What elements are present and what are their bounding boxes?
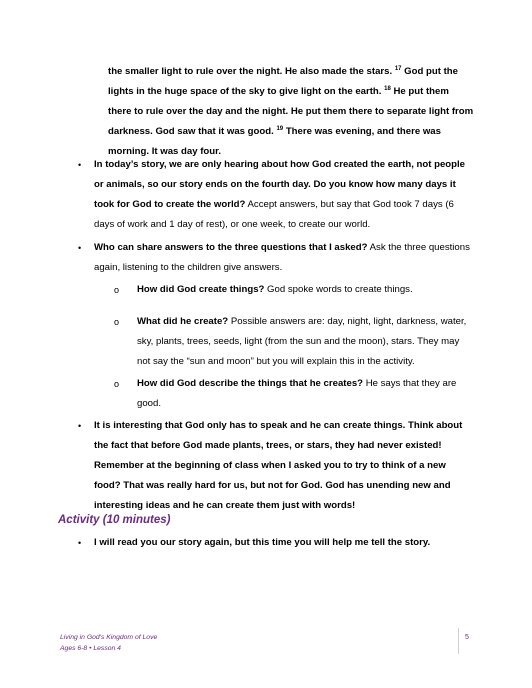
bullet-bold-text: I will read you our story again, but this time you will help me tell the story. (94, 537, 431, 548)
bullet-item-read-story (94, 533, 474, 553)
page-number: 5 (465, 634, 469, 641)
verse-number-18: 18 (384, 86, 391, 92)
sub-item-describe (137, 374, 474, 414)
sub-normal-text: God spoke words to create things. (264, 284, 413, 295)
bullet-normal-text: Accept answers, but say that God took 7 days (6 days of work and 1 day of rest), or one week, to create our world. (94, 199, 454, 230)
sub-bullet-marker: o (114, 285, 120, 295)
bullet-marker: • (78, 160, 82, 170)
quote-text-4: There was evening, and there was morning. It was day four. (108, 126, 441, 157)
sub-bold-text: What did he create? (137, 316, 229, 327)
activity-heading: Activity (10 minutes) (58, 514, 171, 526)
sub-bold-text: How did God describe the things that he creates? (137, 378, 364, 389)
verse-number-17: 17 (394, 66, 402, 72)
footer-title: Living in God's Kingdom of Love (60, 634, 158, 641)
sub-bullet-marker: o (114, 379, 120, 389)
sub-normal-text: He says that they are good. (137, 378, 457, 409)
bullet-item-god-speaks (94, 416, 474, 516)
sub-bold-text: How did God create things? (137, 284, 265, 295)
sub-item-how-create (137, 280, 474, 300)
verse-number-19: 19 (276, 126, 284, 132)
sub-item-what-create (137, 312, 474, 372)
bullet-item-three-questions (94, 238, 474, 278)
sub-bullet-marker: o (114, 317, 120, 327)
bullet-marker: • (78, 421, 82, 431)
bullet-item-days-of-creation (94, 155, 474, 235)
quote-text-3: He put them there to rule over the day and the night. He put them there to separate light from darkness. God saw that it was good. (108, 86, 474, 137)
quote-text-1: the smaller light to rule over the night. He also made the stars. (108, 66, 395, 77)
bullet-marker: • (78, 538, 82, 548)
bullet-normal-text: Ask the three questions again, listening to the children give answers. (94, 242, 470, 273)
footer-divider (458, 628, 459, 654)
bullet-bold-text: Who can share answers to the three questions that I asked? (94, 242, 368, 253)
bullet-marker: • (78, 243, 82, 253)
footer-subtitle: Ages 6-8 • Lesson 4 (60, 645, 121, 652)
bullet-bold-text: In today’s story, we are only hearing about how God created the earth, not people or animals, so our story ends on the fourth day. Do you know how many days it took for God to create the world? (94, 159, 466, 210)
sub-normal-text: Possible answers are: day, night, light, darkness, water, sky, plants, trees, seeds, light (from the sun and the moon), stars. They may not say the “sun and moon” but you will explain this in the activity. (137, 316, 467, 367)
quote-text-2: God put the lights in the huge space of the sky to give light on the earth. (108, 66, 459, 97)
scripture-quote (108, 62, 474, 162)
page-footer (60, 632, 157, 654)
bullet-bold-text: It is interesting that God only has to speak and he can create things. Think about the fact that before God made plants, trees, or stars, they had never existed! Remember at the beginning of class when I asked you to try to think of a new food? That was really hard for us, but not for God. God has unending new and interesting ideas and he can create them just with words! (94, 420, 463, 511)
